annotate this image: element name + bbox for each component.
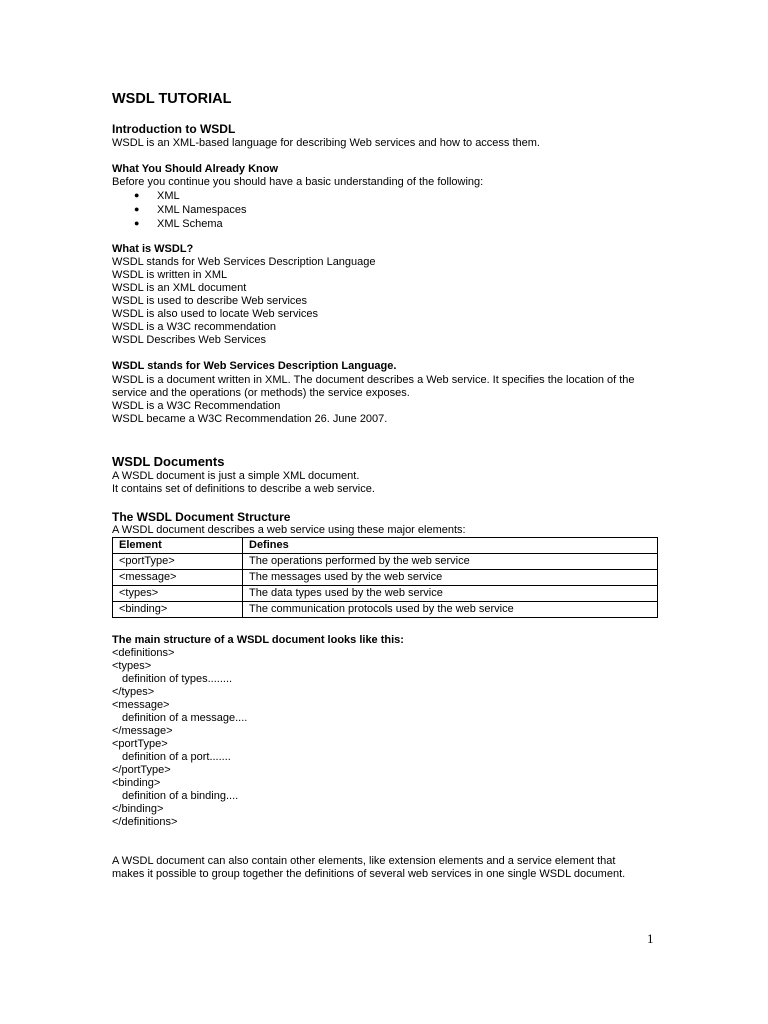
table-row bbox=[113, 586, 658, 602]
stands-for-line: service and the operations (or methods) the service exposes. bbox=[112, 387, 410, 399]
what-is-line: WSDL is also used to locate Web services bbox=[112, 308, 319, 320]
page-title: WSDL TUTORIAL bbox=[112, 91, 232, 107]
page-number: 1 bbox=[647, 931, 654, 946]
element-cell: <message> bbox=[113, 570, 243, 586]
documents-line: It contains set of definitions to describe a web service. bbox=[112, 483, 375, 495]
code-line: </definitions> bbox=[112, 816, 178, 828]
stands-for-line: WSDL is a W3C Recommendation bbox=[112, 400, 281, 412]
what-is-line: WSDL is an XML document bbox=[112, 282, 247, 294]
code-line: definition of a binding.... bbox=[122, 790, 239, 802]
code-line: </message> bbox=[112, 725, 173, 737]
code-line: </portType> bbox=[112, 764, 171, 776]
intro-text: WSDL is an XML-based language for describing Web services and how to access them. bbox=[112, 137, 540, 149]
what-is-line: WSDL is used to describe Web services bbox=[112, 295, 308, 307]
documents-heading: WSDL Documents bbox=[112, 454, 225, 469]
code-line: </types> bbox=[112, 686, 155, 698]
what-is-line: WSDL is written in XML bbox=[112, 269, 228, 281]
table-header-row bbox=[113, 538, 658, 554]
structure-heading: The WSDL Document Structure bbox=[112, 510, 291, 524]
defines-cell: The data types used by the web service bbox=[243, 586, 658, 602]
prereq-heading: What You Should Already Know bbox=[112, 163, 279, 175]
stands-for-heading: WSDL stands for Web Services Description Language. bbox=[112, 360, 397, 372]
what-is-line: WSDL is a W3C recommendation bbox=[112, 321, 277, 333]
table-row bbox=[113, 554, 658, 570]
defines-cell: The messages used by the web service bbox=[243, 570, 658, 586]
what-is-heading: What is WSDL? bbox=[112, 243, 194, 255]
documents-line: A WSDL document is just a simple XML document. bbox=[112, 470, 360, 482]
what-is-line: WSDL Describes Web Services bbox=[112, 334, 267, 346]
structure-text: A WSDL document describes a web service using these major elements: bbox=[112, 524, 466, 536]
element-cell: <portType> bbox=[113, 554, 243, 570]
closing-line: A WSDL document can also contain other elements, like extension elements and a service element that bbox=[112, 855, 616, 867]
code-line: </binding> bbox=[112, 803, 164, 815]
closing-line: makes it possible to group together the definitions of several web services in one single WSDL document. bbox=[112, 868, 626, 880]
table-row bbox=[113, 570, 658, 586]
code-line: <portType> bbox=[112, 738, 168, 750]
prereq-text: Before you continue you should have a basic understanding of the following: bbox=[112, 176, 484, 188]
column-header-element: Element bbox=[113, 538, 243, 554]
element-cell: <types> bbox=[113, 586, 243, 602]
table-row bbox=[113, 602, 658, 618]
defines-cell: The communication protocols used by the web service bbox=[243, 602, 658, 618]
main-structure-heading: The main structure of a WSDL document looks like this: bbox=[112, 634, 404, 646]
what-is-line: WSDL stands for Web Services Description Language bbox=[112, 256, 376, 268]
stands-for-line: WSDL became a W3C Recommendation 26. June 2007. bbox=[112, 413, 388, 425]
elements-table bbox=[112, 537, 658, 618]
code-line: <binding> bbox=[112, 777, 161, 789]
column-header-defines: Defines bbox=[243, 538, 658, 554]
defines-cell: The operations performed by the web service bbox=[243, 554, 658, 570]
intro-heading: Introduction to WSDL bbox=[112, 122, 236, 136]
bullet-item: XML bbox=[157, 190, 180, 202]
bullet-item: XML Schema bbox=[157, 218, 223, 230]
bullet-icon: ● bbox=[134, 218, 140, 228]
code-line: <types> bbox=[112, 660, 152, 672]
code-line: definition of a message.... bbox=[122, 712, 248, 724]
bullet-icon: ● bbox=[134, 190, 140, 200]
bullet-icon: ● bbox=[134, 204, 140, 214]
code-line: definition of a port....... bbox=[122, 751, 231, 763]
element-cell: <binding> bbox=[113, 602, 243, 618]
stands-for-line: WSDL is a document written in XML. The document describes a Web service. It specifies the location of the bbox=[112, 374, 635, 386]
code-line: <definitions> bbox=[112, 647, 175, 659]
code-line: <message> bbox=[112, 699, 170, 711]
code-line: definition of types........ bbox=[122, 673, 233, 685]
bullet-item: XML Namespaces bbox=[157, 204, 247, 216]
